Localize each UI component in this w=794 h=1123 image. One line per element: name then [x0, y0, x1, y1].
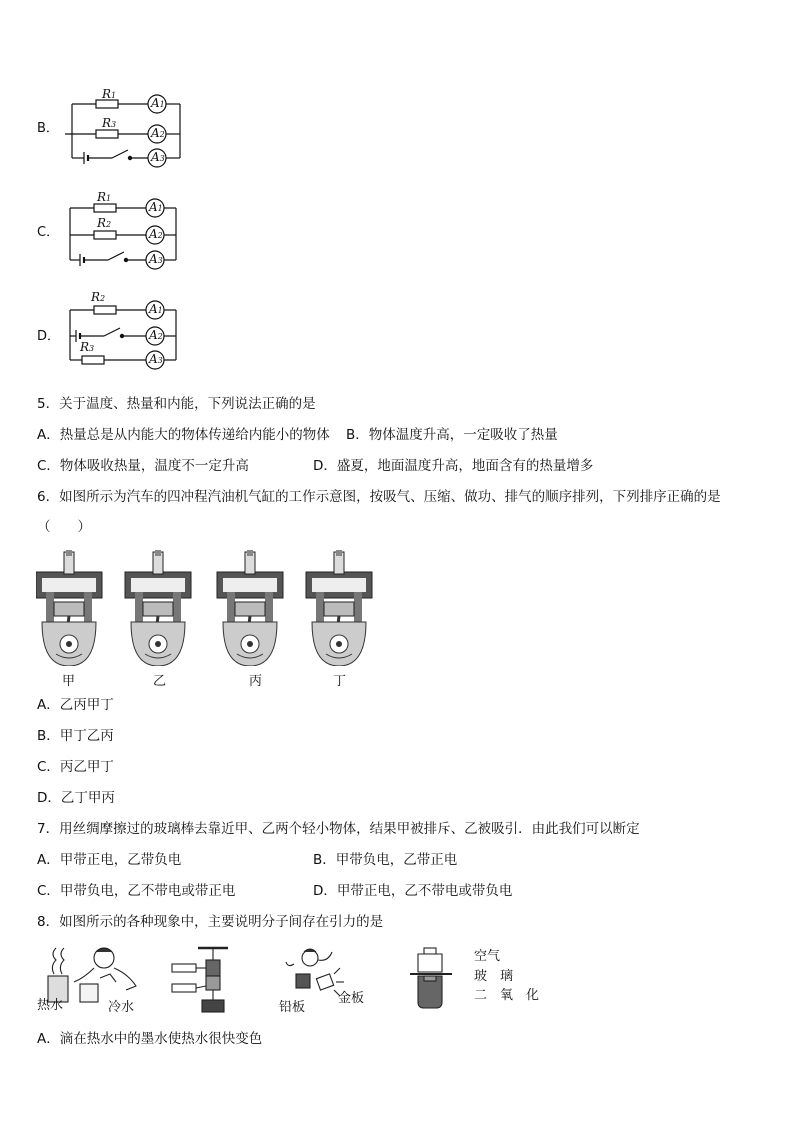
option-d-letter: D．: [37, 329, 61, 344]
question-7-option-c: C．甲带负电，乙不带电或带正电: [37, 883, 236, 899]
question-7-option-d: D．甲带正电，乙不带电或带负电: [313, 883, 513, 899]
ammeter-label-3: A3: [151, 150, 165, 164]
question-7-option-a: A．甲带正电，乙带负电: [37, 852, 182, 868]
ammeter-label-2: A2: [149, 328, 163, 342]
glass-label: 玻 璃: [474, 969, 514, 984]
engine-cylinders-figure: [36, 546, 376, 666]
question-6-paren: （ ）: [37, 519, 91, 535]
question-6-option-c: C．丙乙甲丁: [37, 759, 114, 775]
ammeter-label-1: A1: [151, 96, 165, 110]
resistor-label-mid: R3: [102, 116, 117, 130]
air-label: 空气: [474, 949, 501, 964]
ammeter-label-3: A3: [149, 352, 163, 366]
resistor-label-top: R1: [97, 190, 112, 204]
circuit-diagram-d: [58, 294, 188, 376]
lead-plate-label: 铅板: [279, 1000, 306, 1015]
question-6-option-d: D．乙丁甲丙: [37, 790, 115, 806]
question-5-option-c: C．物体吸收热量，温度不一定升高: [37, 458, 249, 474]
lead-cylinders-figure: [168, 946, 248, 1018]
ammeter-label-1: A1: [149, 200, 163, 214]
ammeter-label-2: A2: [151, 126, 165, 140]
question-7-stem: 7．用丝绸摩擦过的玻璃棒去靠近甲、乙两个轻小物体，结果甲被排斥、乙被吸引．由此我们可以断定: [37, 821, 640, 837]
engine-caption-jia: 甲: [62, 674, 76, 689]
question-8-option-a: A．滴在热水中的墨水使热水很快变色: [37, 1031, 263, 1047]
ammeter-label-3: A3: [149, 252, 163, 266]
question-5-stem: 5．关于温度、热量和内能，下列说法正确的是: [37, 396, 316, 412]
resistor-label-bottom: R3: [80, 340, 95, 354]
engine-caption-ding: 丁: [333, 674, 347, 689]
question-7-option-b: B．甲带负电，乙带正电: [313, 852, 458, 868]
circuit-diagram-c: [58, 192, 188, 274]
cold-water-label: 冷水: [108, 1000, 135, 1015]
circuit-diagram-b: [60, 88, 190, 170]
option-c-letter: C．: [37, 225, 60, 240]
ammeter-label-2: A2: [149, 227, 163, 241]
question-5-option-a: A．热量总是从内能大的物体传递给内能小的物体: [37, 427, 330, 443]
engine-caption-yi: 乙: [153, 674, 167, 689]
gold-plate-label: 金板: [338, 991, 365, 1006]
option-b-letter: B．: [37, 121, 59, 136]
question-8-stem: 8．如图所示的各种现象中，主要说明分子间存在引力的是: [37, 914, 384, 930]
question-5-option-b: B．物体温度升高，一定吸收了热量: [346, 427, 558, 443]
resistor-label-top: R2: [91, 290, 106, 304]
carbon-dioxide-label: 二 氧 化: [474, 988, 540, 1003]
resistor-label-top: R1: [102, 87, 117, 101]
ammeter-label-1: A1: [149, 302, 163, 316]
question-6-stem: 6．如图所示为汽车的四冲程汽油机气缸的工作示意图，按吸气、压缩、做功、排气的顺序排列，下列排序正确的是: [37, 489, 721, 505]
engine-caption-bing: 丙: [249, 674, 263, 689]
resistor-label-mid: R2: [97, 216, 112, 230]
question-5-option-d: D．盛夏，地面温度升高，地面含有的热量增多: [313, 458, 594, 474]
gas-diffusion-jars-figure: [406, 946, 456, 1012]
question-6-option-a: A．乙丙甲丁: [37, 697, 114, 713]
question-6-option-b: B．甲丁乙丙: [37, 728, 114, 744]
hot-water-label: 热水: [37, 998, 64, 1013]
